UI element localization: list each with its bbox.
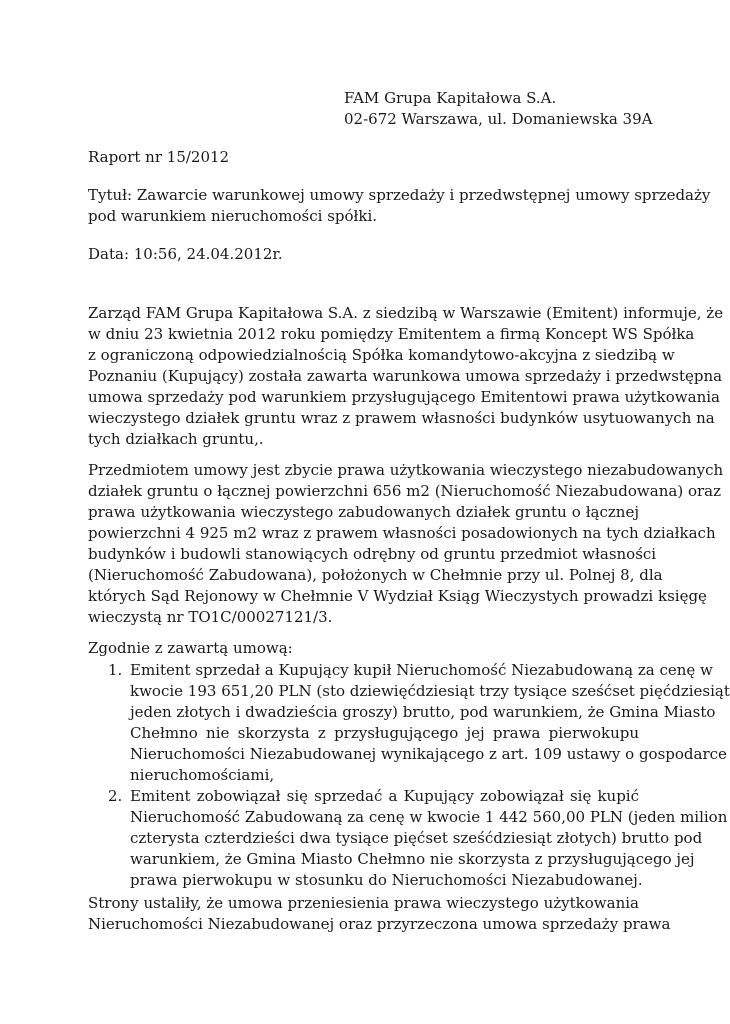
- company-address: 02-672 Warszawa, ul. Domaniewska 39A: [344, 110, 653, 128]
- list-item-line: warunkiem, że Gmina Miasto Chełmno nie skorzysta z przysługującego jej: [130, 850, 695, 868]
- paragraph-line: wieczystą nr TO1C/00027121/3.: [88, 608, 333, 626]
- paragraph-transfer: [88, 893, 671, 935]
- paragraph-announcement: [88, 303, 724, 450]
- paragraph-line: tych działkach gruntu,.: [88, 430, 264, 448]
- list-item-number: 2.: [108, 787, 123, 805]
- paragraph-line: prawa użytkowania wieczystego zabudowanych działek gruntu o łącznej: [88, 503, 639, 521]
- paragraph-line: Strony ustaliły, że umowa przeniesienia prawa wieczystego użytkowania: [88, 894, 639, 912]
- list-item-line: czterysta czterdzieści dwa tysiące pięćset sześćdziesiąt złotych) brutto pod: [130, 829, 703, 847]
- list-item-line: kwocie 193 651,20 PLN (sto dziewięćdziesiąt trzy tysiące sześćset pięćdziesiąt: [130, 682, 730, 700]
- paragraph-line: budynków i budowli stanowiących odrębny od gruntu przedmiot własności: [88, 545, 657, 563]
- paragraph-line: powierzchni 4 925 m2 wraz z prawem własności posadowionych na tych działkach: [88, 524, 716, 542]
- list-item-line: Nieruchomości Niezabudowanej wynikającego z art. 109 ustawy o gospodarce: [130, 745, 727, 763]
- paragraph-line: umowa sprzedaży pod warunkiem przysługującego Emitentowi prawa użytkowania: [88, 388, 720, 406]
- paragraph-line: Nieruchomości Niezabudowanej oraz przyrzeczona umowa sprzedaży prawa: [88, 915, 671, 933]
- report-title-line: pod warunkiem nieruchomości spółki.: [88, 207, 378, 225]
- agreement-intro: Zgodnie z zawartą umową:: [88, 639, 293, 657]
- company-name: FAM Grupa Kapitałowa S.A.: [344, 89, 557, 107]
- paragraph-line: (Nieruchomość Zabudowana), położonych w Chełmnie przy ul. Polnej 8, dla: [88, 566, 663, 584]
- paragraph-line: Zarząd FAM Grupa Kapitałowa S.A. z siedzibą w Warszawie (Emitent) informuje, że: [88, 304, 724, 322]
- paragraph-line: Poznaniu (Kupujący) została zawarta warunkowa umowa sprzedaży i przedwstępna: [88, 367, 723, 385]
- list-item-line: Emitent sprzedał a Kupujący kupił Nieruchomość Niezabudowaną za cenę w: [130, 661, 713, 679]
- paragraph-subject: [88, 460, 724, 628]
- report-title-line: Tytuł: Zawarcie warunkowej umowy sprzedaży i przedwstępnej umowy sprzedaży: [88, 186, 711, 204]
- list-item-line: nieruchomościami,: [130, 766, 275, 784]
- list-item-line: Nieruchomość Zabudowaną za cenę w kwocie 1 442 560,00 PLN (jeden milion: [130, 808, 728, 826]
- list-item-line: prawa pierwokupu w stosunku do Nieruchomości Niezabudowanej.: [130, 871, 643, 889]
- paragraph-line: działek gruntu o łącznej powierzchni 656 m2 (Nieruchomość Niezabudowana) oraz: [88, 482, 721, 500]
- report-title: [88, 185, 711, 227]
- paragraph-line: których Sąd Rejonowy w Chełmnie V Wydział Ksiąg Wieczystych prowadzi księgę: [88, 587, 707, 605]
- list-item-line: jeden złotych i dwadzieścia groszy) brutto, pod warunkiem, że Gmina Miasto: [130, 703, 716, 721]
- paragraph-line: w dniu 23 kwietnia 2012 roku pomiędzy Emitentem a firmą Koncept WS Spółka: [88, 325, 695, 343]
- list-item-line: Emitent zobowiązał się sprzedać a Kupujący zobowiązał się kupić: [130, 787, 639, 805]
- company-address-block: [344, 88, 652, 130]
- report-number: Raport nr 15/2012: [88, 148, 230, 166]
- terms-list: [88, 660, 730, 891]
- paragraph-line: Przedmiotem umowy jest zbycie prawa użytkowania wieczystego niezabudowanych: [88, 461, 724, 479]
- list-item: [88, 786, 728, 891]
- paragraph-line: z ograniczoną odpowiedzialnością Spółka komandytowo-akcyjna z siedzibą w: [88, 346, 675, 364]
- paragraph-line: wieczystego działek gruntu wraz z prawem własności budynków usytuowanych na: [88, 409, 715, 427]
- list-item: [88, 660, 730, 786]
- list-item-line: Chełmno nie skorzysta z przysługującego jej prawa pierwokupu: [130, 724, 639, 742]
- list-item-number: 1.: [108, 661, 123, 679]
- report-date: Data: 10:56, 24.04.2012r.: [88, 245, 283, 263]
